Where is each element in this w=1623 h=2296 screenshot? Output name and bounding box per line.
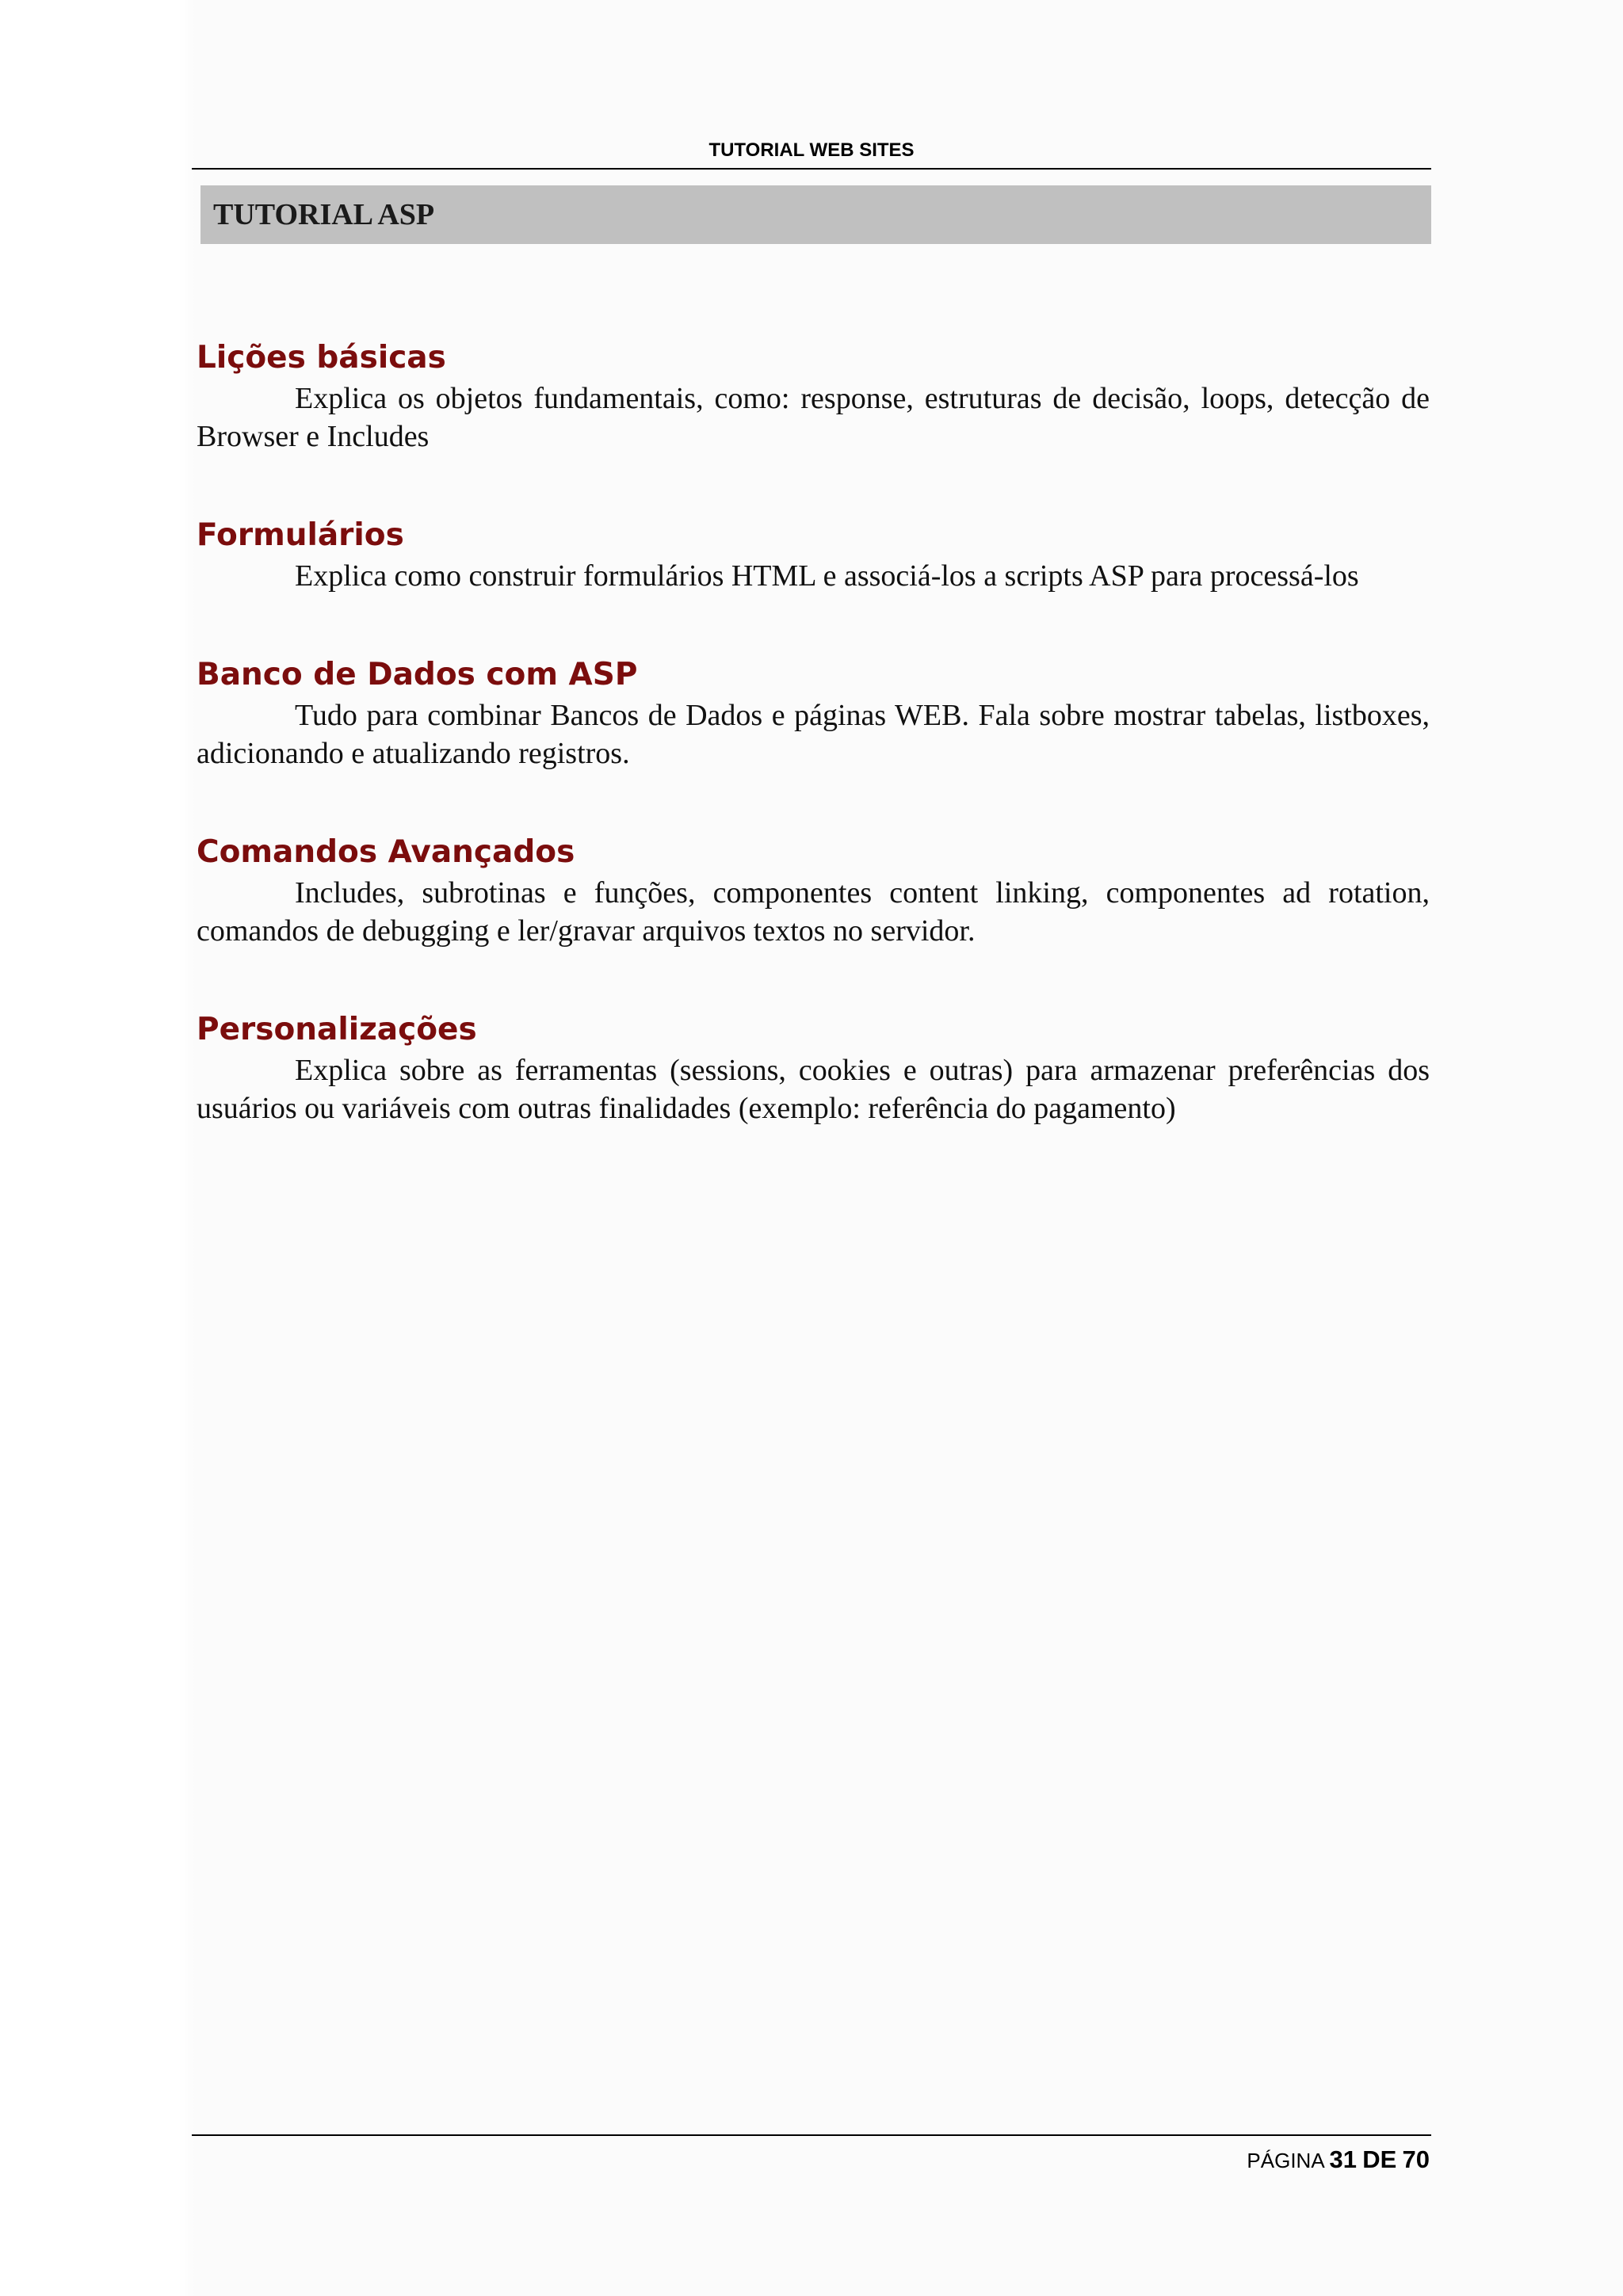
page-separator: DE — [1362, 2145, 1397, 2173]
section-licoes-basicas — [197, 337, 1430, 456]
page-total: 70 — [1402, 2145, 1430, 2173]
section-body: Explica sobre as ferramentas (sessions, cookies e outras) para armazenar preferências dos usuários ou variáveis com outras finalidades (exemplo: referência do pagamento) — [197, 1054, 1430, 1125]
section-list — [197, 337, 1430, 1186]
section-body: Explica como construir formulários HTML e associá-los a scripts ASP para processá-los — [295, 559, 1359, 593]
section-comandos-avancados — [197, 831, 1430, 950]
header-rule — [192, 168, 1431, 170]
section-heading: Personalizações — [197, 1012, 477, 1047]
section-body: Includes, subrotinas e funções, componentes content linking, componentes ad rotation, comandos de debugging e ler/gravar arquivos textos no servidor. — [197, 876, 1430, 948]
section-body: Explica os objetos fundamentais, como: response, estruturas de decisão, loops, detecção de Browser e Includes — [197, 382, 1430, 453]
footer-rule — [192, 2134, 1431, 2136]
running-header: TUTORIAL WEB SITES — [708, 139, 915, 161]
section-heading: Lições básicas — [197, 340, 446, 376]
page-label: PÁGINA — [1247, 2149, 1324, 2172]
section-personalizacoes — [197, 1009, 1430, 1127]
page-number — [1247, 2145, 1430, 2174]
section-heading: Formulários — [197, 517, 404, 553]
section-body: Tudo para combinar Bancos de Dados e páginas WEB. Fala sobre mostrar tabelas, listboxes, adicionando e atualizando registros. — [197, 699, 1430, 770]
section-banco-de-dados — [197, 654, 1430, 772]
chapter-title: TUTORIAL ASP — [213, 198, 435, 231]
section-formularios — [197, 514, 1430, 595]
section-heading: Banco de Dados com ASP — [197, 657, 638, 692]
section-heading: Comandos Avançados — [197, 834, 575, 870]
chapter-banner — [200, 185, 1431, 244]
page-current: 31 — [1329, 2145, 1357, 2173]
